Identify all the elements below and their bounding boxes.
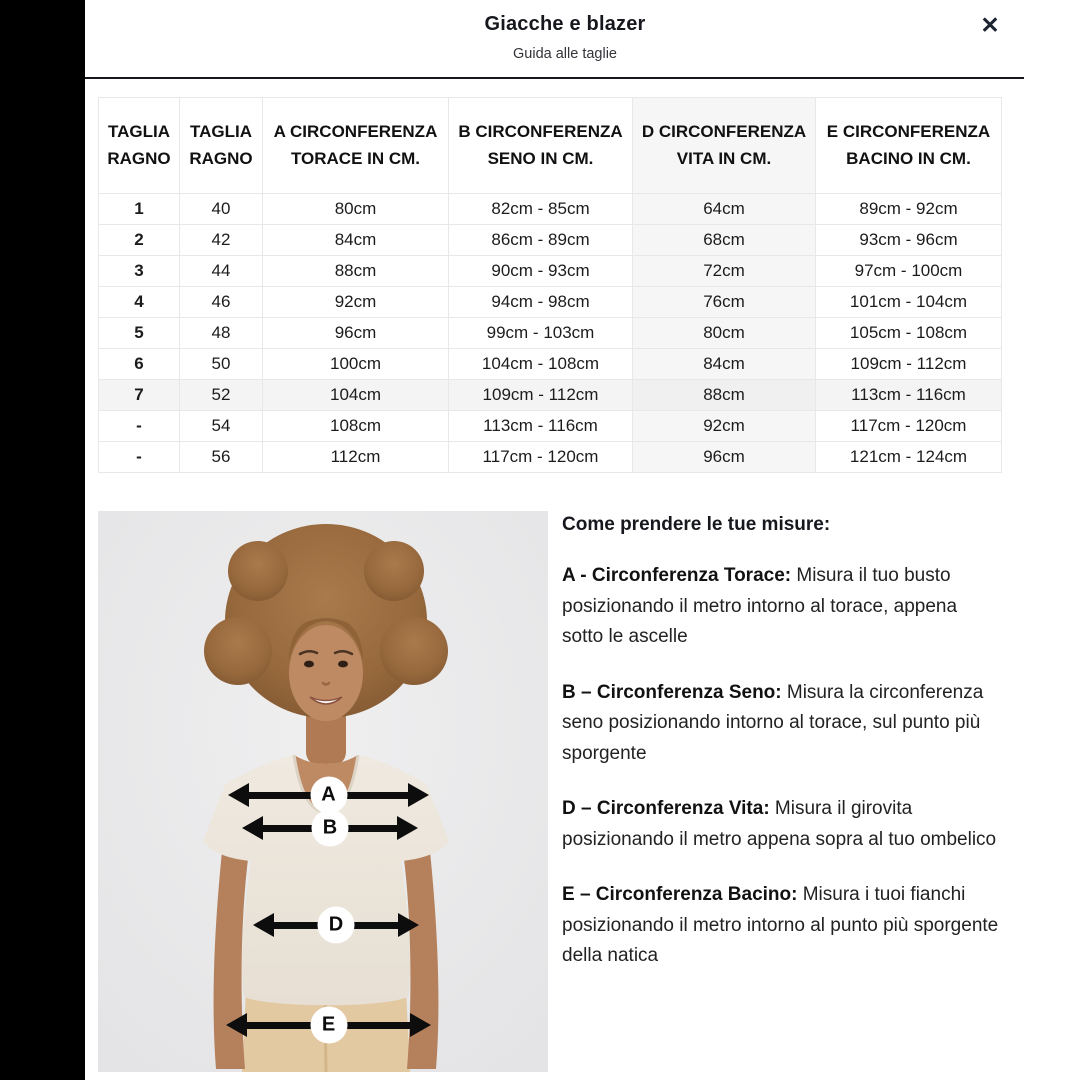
modal-title: Giacche e blazer (484, 13, 646, 35)
table-cell: 80cm (633, 318, 816, 349)
table-cell: 117cm - 120cm (449, 442, 633, 473)
table-row (99, 349, 1002, 380)
measure-item-label: B – Circonferenza Seno: (562, 681, 782, 703)
table-cell: 94cm - 98cm (449, 287, 633, 318)
table-cell: 105cm - 108cm (816, 318, 1002, 349)
table-cell: 112cm (263, 442, 449, 473)
table-cell: 5 (99, 318, 180, 349)
measure-arrow-e (226, 1007, 431, 1043)
table-cell: 88cm (263, 256, 449, 287)
table-row (99, 256, 1002, 287)
modal-backdrop[interactable] (0, 0, 85, 1080)
table-cell: 82cm - 85cm (449, 194, 633, 225)
column-header: E CIRCONFERENZA BACINO IN CM. (816, 98, 1002, 194)
table-cell: 89cm - 92cm (816, 194, 1002, 225)
measure-item-label: D – Circonferenza Vita: (562, 798, 770, 819)
measure-guide-heading: Come prendere le tue misure: (562, 514, 831, 535)
size-table (98, 97, 1002, 473)
table-cell: 90cm - 93cm (449, 256, 633, 287)
measure-item-text: Misura il girovita posizionando il metro appena sopra al tuo ombelico (562, 798, 997, 850)
measure-arrow-b (242, 810, 418, 846)
table-cell: 44 (180, 256, 263, 287)
table-cell: 99cm - 103cm (449, 318, 633, 349)
modal-subtitle: Guida alle taglie (513, 46, 617, 62)
header-divider (85, 77, 1024, 79)
table-cell: 86cm - 89cm (449, 225, 633, 256)
table-cell: 93cm - 96cm (816, 225, 1002, 256)
size-guide-modal (85, 0, 1080, 1080)
measure-item (562, 678, 1002, 770)
measure-arrow-d (253, 907, 419, 943)
table-cell: 96cm (633, 442, 816, 473)
measure-arrow-a (228, 777, 429, 813)
table-row (99, 380, 1002, 411)
column-header: D CIRCONFERENZA VITA IN CM. (633, 98, 816, 194)
table-cell: 64cm (633, 194, 816, 225)
table-cell: 3 (99, 256, 180, 287)
measure-guide (562, 514, 1002, 972)
table-cell: 104cm (263, 380, 449, 411)
table-cell: 76cm (633, 287, 816, 318)
table-cell: 96cm (263, 318, 449, 349)
measure-item-label: E – Circonferenza Bacino: (562, 884, 798, 905)
table-cell: 88cm (633, 380, 816, 411)
table-cell: 80cm (263, 194, 449, 225)
table-cell: 40 (180, 194, 263, 225)
arrow-right-icon (398, 913, 419, 937)
model-photo (98, 511, 548, 1072)
column-header: A CIRCONFERENZA TORACE IN CM. (263, 98, 449, 194)
table-cell: 109cm - 112cm (816, 349, 1002, 380)
table-cell: 56 (180, 442, 263, 473)
measure-list (562, 561, 1002, 972)
arrow-right-icon (408, 783, 429, 807)
measure-item (562, 794, 1002, 855)
table-cell: 68cm (633, 225, 816, 256)
table-cell: 113cm - 116cm (449, 411, 633, 442)
table-cell: 42 (180, 225, 263, 256)
table-cell: 72cm (633, 256, 816, 287)
table-cell: 84cm (633, 349, 816, 380)
arrow-label-d: D (318, 907, 355, 944)
table-cell: 101cm - 104cm (816, 287, 1002, 318)
modal-header (85, 0, 1045, 62)
arrow-label-b: B (312, 810, 349, 847)
table-cell: - (99, 411, 180, 442)
table-cell: 2 (99, 225, 180, 256)
table-cell: 117cm - 120cm (816, 411, 1002, 442)
measure-item-text: Misura la circonferenza seno posizionando intorno al torace, sul punto più sporgente (562, 681, 984, 764)
table-row (99, 442, 1002, 473)
table-cell: 121cm - 124cm (816, 442, 1002, 473)
table-cell: 113cm - 116cm (816, 380, 1002, 411)
table-cell: 48 (180, 318, 263, 349)
measure-item-label: A - Circonferenza Torace: (562, 565, 792, 586)
column-header: B CIRCONFERENZA SENO IN CM. (449, 98, 633, 194)
measure-item (562, 880, 1002, 972)
table-cell: - (99, 442, 180, 473)
table-cell: 1 (99, 194, 180, 225)
measure-item (562, 561, 1002, 653)
table-cell: 52 (180, 380, 263, 411)
table-row (99, 318, 1002, 349)
arrow-label-e: E (310, 1007, 347, 1044)
table-cell: 92cm (633, 411, 816, 442)
close-icon[interactable]: ✕ (980, 12, 1000, 38)
table-cell: 7 (99, 380, 180, 411)
table-cell: 4 (99, 287, 180, 318)
table-cell: 6 (99, 349, 180, 380)
column-header: TAGLIA RAGNO (99, 98, 180, 194)
column-header: TAGLIA RAGNO (180, 98, 263, 194)
arrow-right-icon (397, 816, 418, 840)
table-row (99, 287, 1002, 318)
table-header-row (99, 98, 1002, 194)
arrow-label-a: A (310, 777, 347, 814)
table-cell: 92cm (263, 287, 449, 318)
table-cell: 100cm (263, 349, 449, 380)
table-row (99, 194, 1002, 225)
table-cell: 84cm (263, 225, 449, 256)
table-cell: 54 (180, 411, 263, 442)
table-row (99, 225, 1002, 256)
table-row (99, 411, 1002, 442)
arrow-right-icon (410, 1013, 431, 1037)
measure-item-text: Misura il tuo busto posizionando il metro intorno al torace, appena sotto le ascelle (562, 565, 958, 647)
table-cell: 104cm - 108cm (449, 349, 633, 380)
table-cell: 109cm - 112cm (449, 380, 633, 411)
measure-item-text: Misura i tuoi fianchi posizionando il metro intorno al punto più sporgente della natica (562, 884, 999, 966)
table-cell: 46 (180, 287, 263, 318)
table-cell: 108cm (263, 411, 449, 442)
table-cell: 97cm - 100cm (816, 256, 1002, 287)
table-cell: 50 (180, 349, 263, 380)
